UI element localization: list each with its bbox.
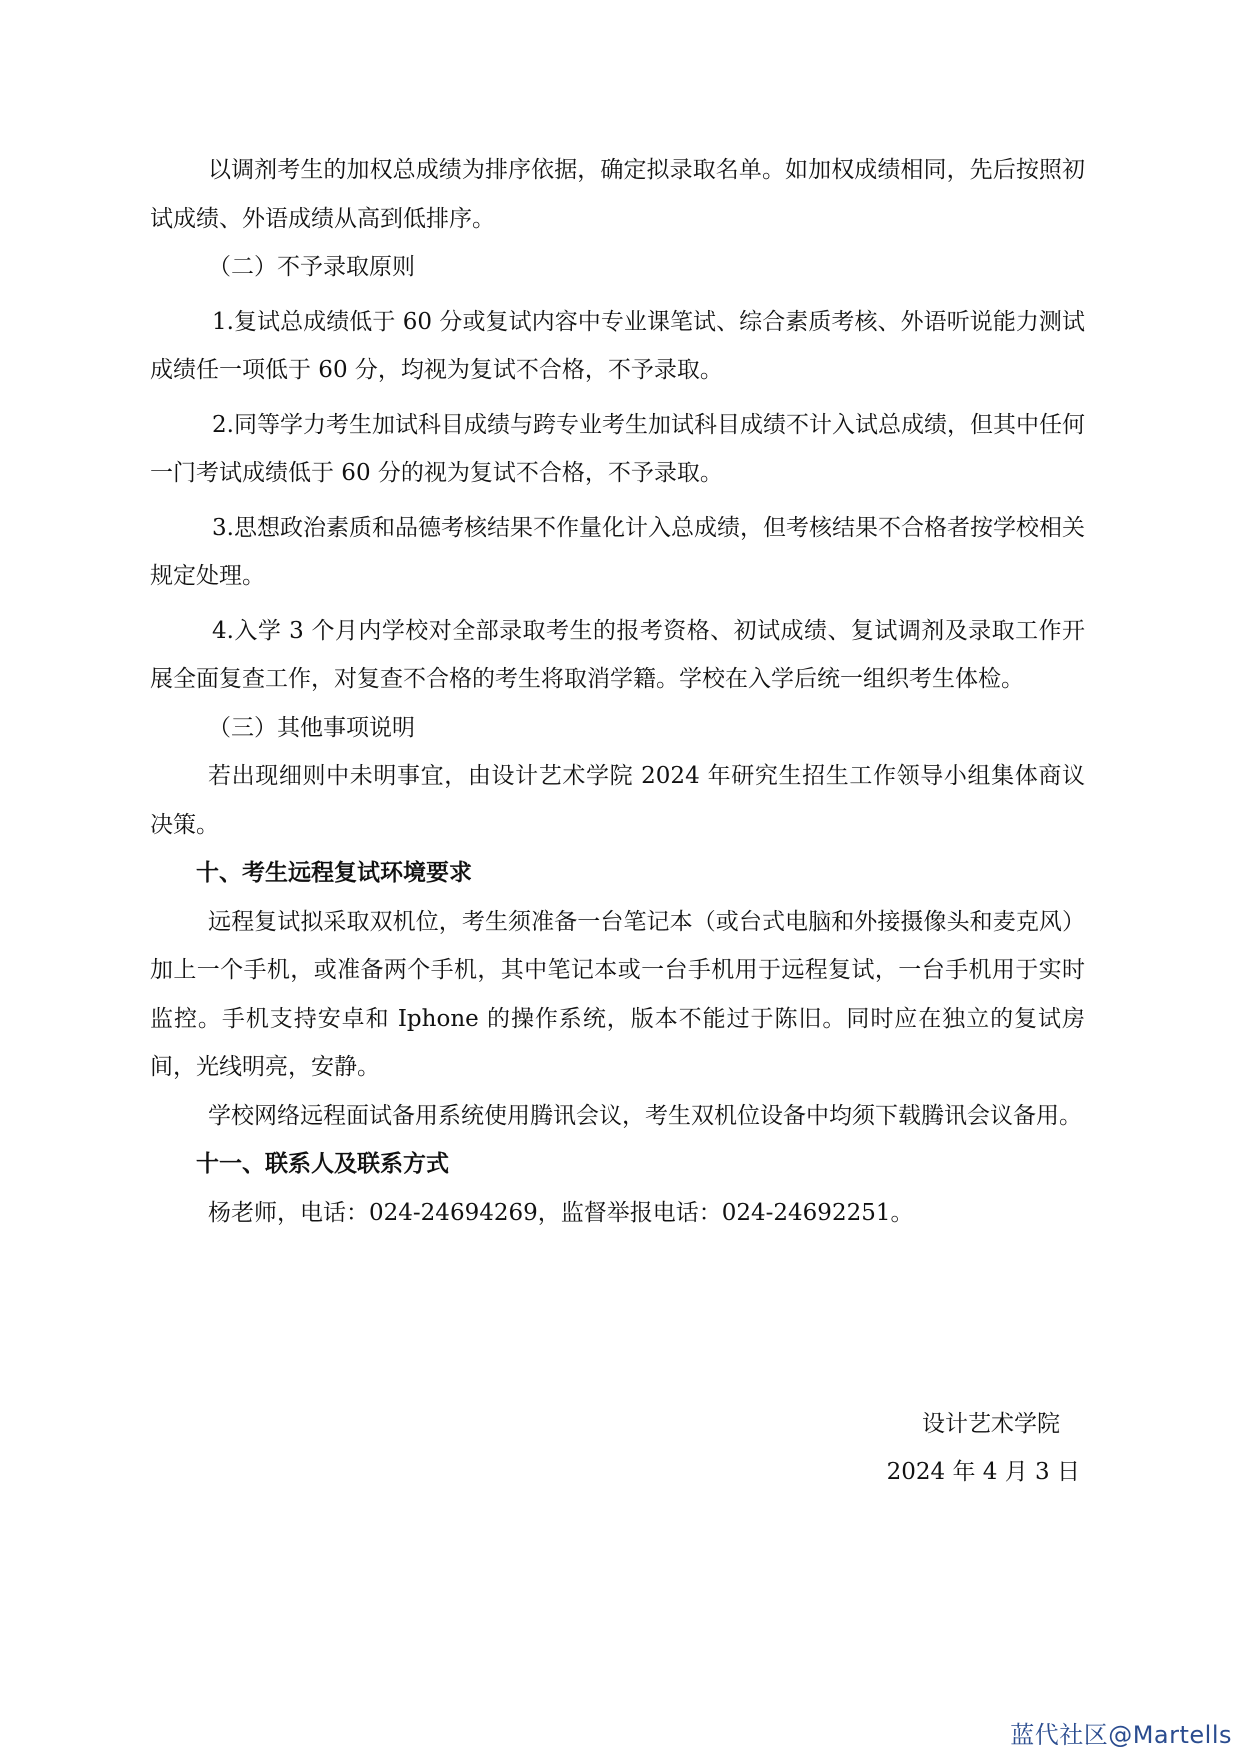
reject-item-2: 2.同等学力考生加试科目成绩与跨专业考生加试科目成绩不计入试总成绩，但其中任何一门考试成绩低于 60 分的视为复试不合格，不予录取。 <box>150 411 1085 486</box>
subheading-reject-principles: （二）不予录取原则 <box>208 254 415 280</box>
watermark: 蓝代社区@Martells <box>1010 1721 1232 1749</box>
signature-date: 2024 年 4 月 3 日 <box>886 1459 1080 1485</box>
subheading-other-matters: （三）其他事项说明 <box>208 714 415 741</box>
paragraph-backup-system: 学校网络远程面试备用系统使用腾讯会议，考生双机位设备中均须下载腾讯会议备用。 <box>208 1102 1082 1129</box>
paragraph-contact: 杨老师，电话：024-24694269，监督举报电话：024-24692251。 <box>208 1199 914 1226</box>
reject-item-3: 3.思想政治素质和品德考核结果不作量化计入总成绩，但考核结果不合格者按学校相关规定处理。 <box>150 514 1085 589</box>
paragraph-ranking: 以调剂考生的加权总成绩为排序依据，确定拟录取名单。如加权成绩相同，先后按照初试成绩、外语成绩从高到低排序。 <box>150 157 1085 232</box>
signature-organization: 设计艺术学院 <box>922 1411 1060 1437</box>
paragraph-remote-setup: 远程复试拟采取双机位，考生须准备一台笔记本（或台式电脑和外接摄像头和麦克风）加上一个手机，或准备两个手机，其中笔记本或一台手机用于远程复试，一台手机用于实时监控。手机支持安卓和 Iphone 的操作系统，版本不能过于陈旧。同时应在独立的复试房间，光线明亮，安静。 <box>150 908 1085 1080</box>
section-10-heading: 十、考生远程复试环境要求 <box>196 859 472 886</box>
paragraph-other-matters: 若出现细则中未明事宜，由设计艺术学院 2024 年研究生招生工作领导小组集体商议决策。 <box>150 763 1085 838</box>
reject-item-1: 1.复试总成绩低于 60 分或复试内容中专业课笔试、综合素质考核、外语听说能力测试成绩任一项低于 60 分，均视为复试不合格，不予录取。 <box>150 308 1085 383</box>
document-body <box>150 146 1085 1237</box>
reject-item-4: 4.入学 3 个月内学校对全部录取考生的报考资格、初试成绩、复试调剂及录取工作开展全面复查工作，对复查不合格的考生将取消学籍。学校在入学后统一组织考生体检。 <box>150 617 1085 692</box>
section-11-heading: 十一、联系人及联系方式 <box>196 1150 449 1177</box>
